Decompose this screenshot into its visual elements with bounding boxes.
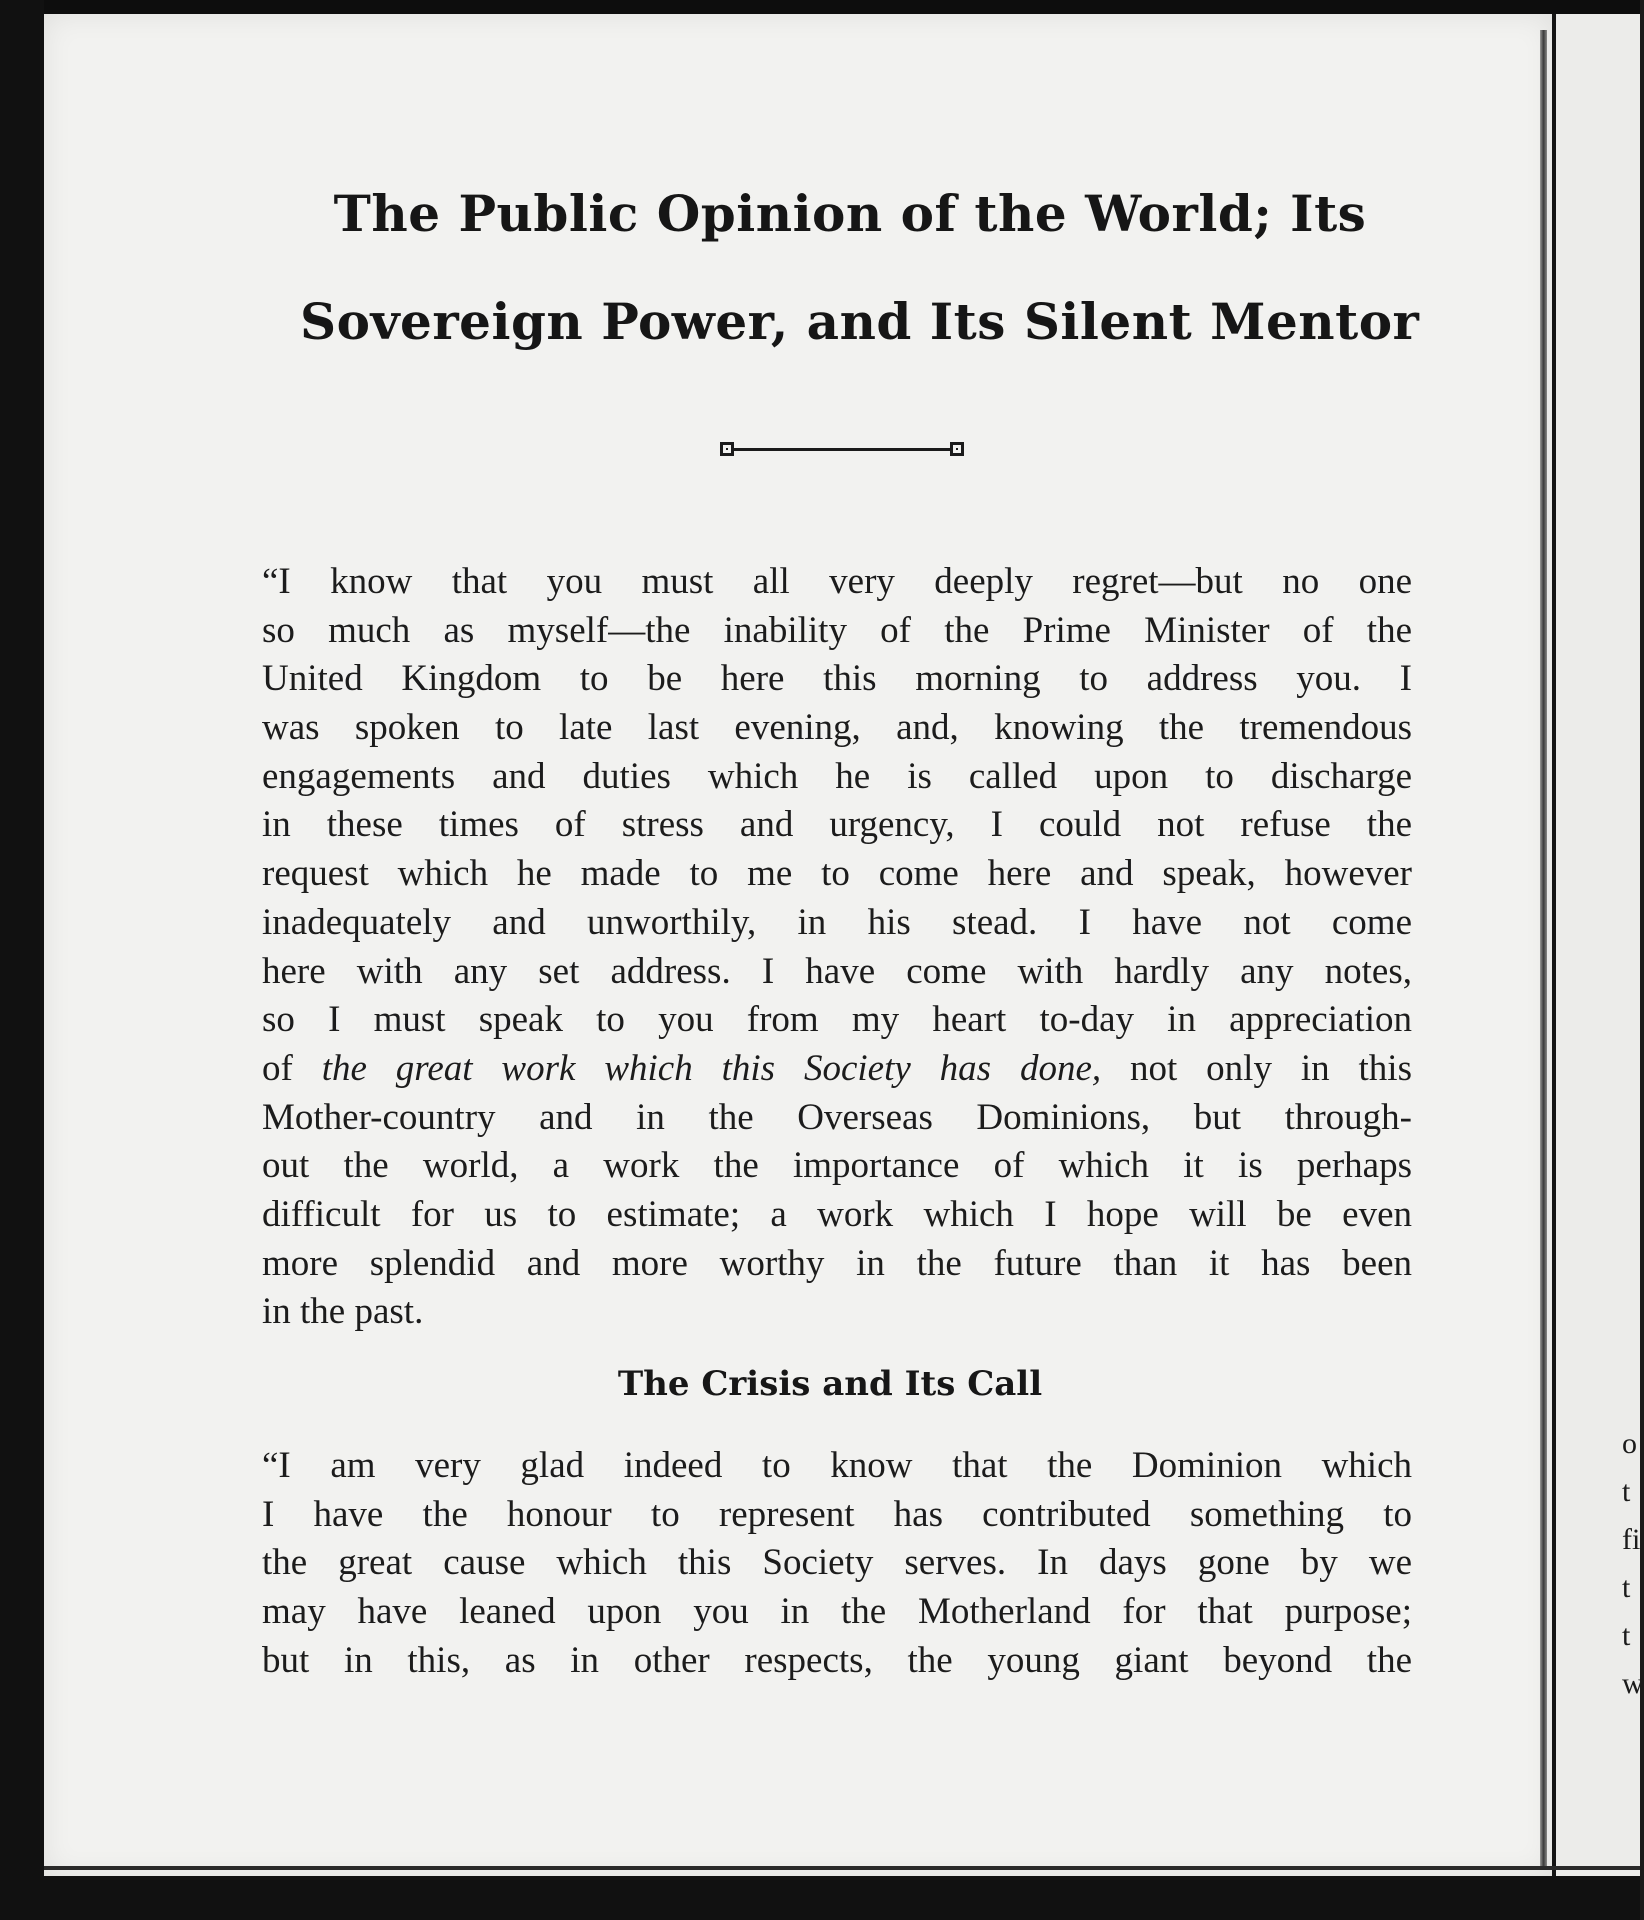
text-line: more splendid and more worthy in the future than it has been (262, 1242, 1412, 1284)
text-line: out the world, a work the importance of which it is perhaps (262, 1145, 1412, 1187)
text-line: in the past. (262, 1291, 424, 1333)
text-line: the great cause which this Society serves. In days gone by we (262, 1542, 1412, 1584)
text-line: difficult for us to estimate; a work which I hope will be even (262, 1193, 1412, 1235)
paragraph-1 (262, 558, 1412, 1337)
text-span: of (262, 1047, 322, 1089)
text-line: may have leaned upon you in the Motherland for that purpose; (262, 1591, 1412, 1633)
text-line: so much as myself—the inability of the Prime Minister of the (262, 609, 1412, 651)
facing-fragment: fi (1622, 1523, 1641, 1556)
text-line: United Kingdom to be here this morning to address you. I (262, 658, 1412, 700)
scan-bottom-border (0, 1876, 1640, 1920)
italic-emphasis: the great work which this Society has done, (321, 1047, 1102, 1089)
text-line: here with any set address. I have come with hardly any notes, (262, 950, 1412, 992)
page-gutter (1540, 30, 1547, 1870)
text-line: “I am very glad indeed to know that the Dominion which (262, 1445, 1412, 1486)
text-span: not only in this (1101, 1047, 1412, 1089)
text-line-with-italic (262, 1045, 1412, 1094)
facing-page-text-fragments (1622, 1420, 1644, 1708)
facing-fragment: t (1622, 1571, 1631, 1604)
text-line: was spoken to late last evening, and, knowing the tremendous (262, 707, 1412, 749)
page-title (300, 160, 1420, 376)
text-line: but in this, as in other respects, the young giant beyond the (262, 1639, 1412, 1681)
text-line: I have the honour to represent has contributed something to (262, 1493, 1412, 1535)
text-line: Mother-country and in the Overseas Dominions, but through- (262, 1096, 1412, 1138)
facing-fragment: t (1622, 1475, 1631, 1508)
section-heading: The Crisis and Its Call (617, 1364, 1043, 1404)
text-line: “I know that you must all very deeply regret—but no one (262, 561, 1412, 602)
text-line: so I must speak to you from my heart to-day in appreciation (262, 999, 1412, 1041)
title-line: Sovereign Power, and Its Silent Mentor (300, 292, 1420, 351)
title-line: The Public Opinion of the World; Its (333, 184, 1367, 243)
page-bottom-edge (44, 1866, 1640, 1870)
ornament-square-icon (720, 442, 734, 456)
ornament-rule (734, 448, 950, 451)
ornament-square-icon (950, 442, 964, 456)
text-line: inadequately and unworthily, in his stead. I have not come (262, 901, 1412, 943)
paragraph-2 (262, 1442, 1412, 1685)
scan-top-border (0, 0, 1640, 14)
facing-fragment: o (1622, 1427, 1637, 1460)
title-ornament-divider (720, 440, 970, 464)
facing-fragment: w (1622, 1667, 1644, 1700)
facing-fragment: t (1622, 1619, 1631, 1652)
scan-left-border (0, 0, 44, 1920)
text-line: request which he made to me to come here and speak, however (262, 853, 1412, 895)
text-line: engagements and duties which he is called upon to discharge (262, 755, 1412, 797)
text-line: in these times of stress and urgency, I could not refuse the (262, 804, 1412, 846)
